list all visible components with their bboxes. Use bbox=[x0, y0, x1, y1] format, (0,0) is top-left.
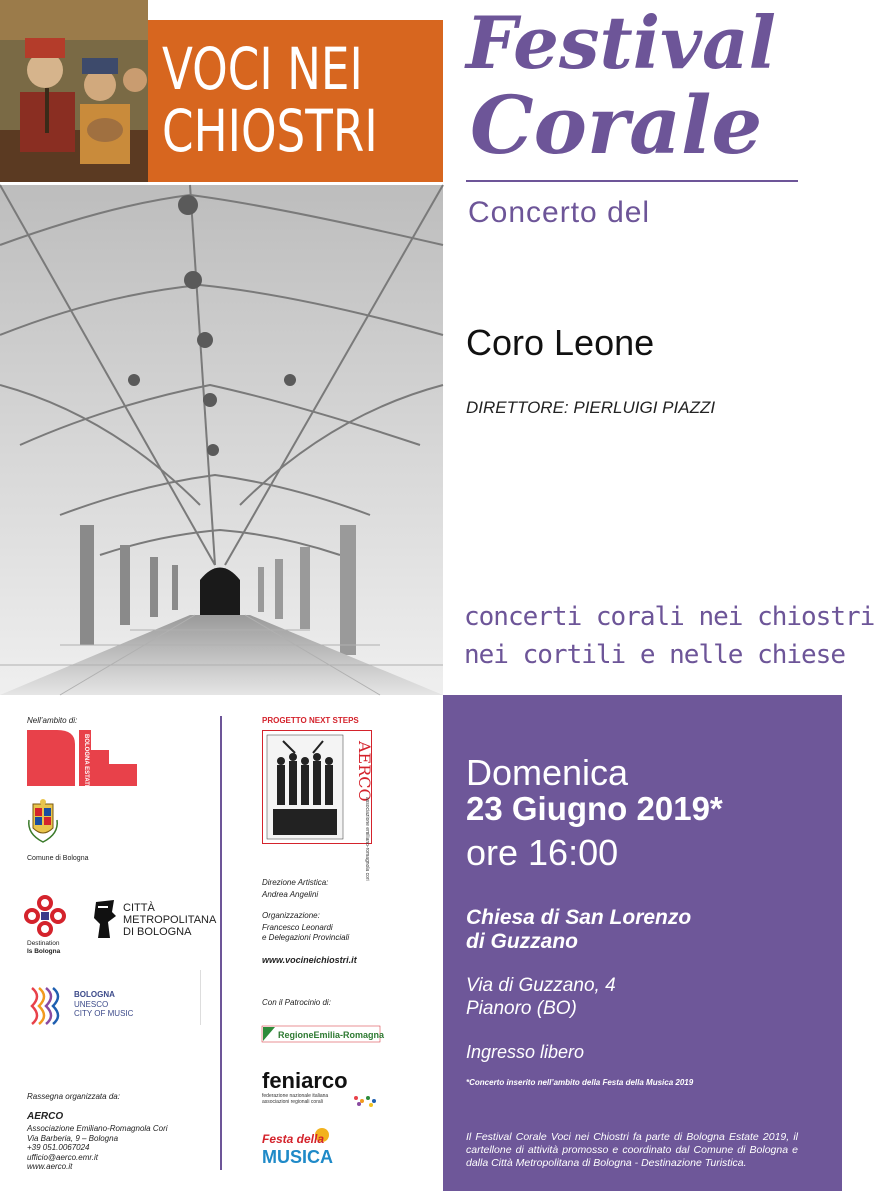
event-time: ore 16:00 bbox=[466, 832, 619, 873]
unesco-label: BOLOGNA UNESCO CITY OF MUSIC bbox=[74, 990, 134, 1018]
nellambito-label: Nell’ambito di: bbox=[27, 716, 78, 725]
event-date: 23 Giugno 2019* bbox=[466, 790, 723, 827]
venue-line-1: Chiesa di San Lorenzo bbox=[466, 906, 692, 929]
tagline-line-1: concerti corali nei chiostri bbox=[464, 602, 874, 632]
heading-divider bbox=[466, 180, 798, 182]
cloister-photo bbox=[0, 185, 443, 695]
aerco-contact: Associazione Emiliano-Romagnola Cori Via Barberia, 9 – Bologna +39 051.0067024 ufficio@aerco.emr.it www.aerco.it bbox=[27, 1124, 168, 1171]
rassegna-label: Rassegna organizzata da: bbox=[27, 1092, 120, 1101]
feniarco-subtext-1: federazione nazionale italiana bbox=[262, 1093, 329, 1099]
organizzazione-value-2: e Delegazioni Provinciali bbox=[262, 933, 350, 942]
festa-line-1: Festa della bbox=[262, 1132, 325, 1146]
address-line-1: Via di Guzzano, 4 bbox=[466, 975, 616, 996]
organizzazione-label: Organizzazione: bbox=[262, 911, 320, 920]
venue-line-2: di Guzzano bbox=[466, 930, 578, 953]
feniarco-logo bbox=[262, 1068, 382, 1113]
fresco-image bbox=[0, 0, 148, 182]
regione-emilia-romagna-logo bbox=[262, 1026, 385, 1042]
destination-bologna-logo bbox=[22, 893, 68, 939]
regione-label: RegioneEmilia-Romagna bbox=[278, 1030, 385, 1040]
bologna-estate-logo-text: BOLOGNA ESTATE bbox=[83, 734, 89, 789]
aerco-logo bbox=[262, 730, 374, 881]
choir-name: Coro Leone bbox=[466, 322, 655, 363]
direzione-label: Direzione Artistica: bbox=[262, 878, 329, 887]
title-block bbox=[148, 20, 443, 182]
festival-note: Il Festival Corale Voci nei Chiostri fa parte di Bologna Estate 2019, il cartellone di attività promosso e coordinato dal Comune di Bologna e dalla Città Metropolitana di Bologna - Destinazione Turistica. bbox=[466, 1131, 798, 1169]
aerco-name: AERCO bbox=[27, 1111, 64, 1122]
comune-label: Comune di Bologna bbox=[27, 855, 89, 862]
citta-metropolitana-icon bbox=[92, 898, 118, 942]
festa-della-musica-logo bbox=[262, 1125, 362, 1176]
title-line-2: CHIOSTRI bbox=[162, 97, 378, 165]
feniarco-logo-text: feniarco bbox=[262, 1068, 348, 1093]
aerco-logo-subtext: associazione emiliano-romagnola cori bbox=[364, 797, 370, 881]
entry-note: Ingresso libero bbox=[466, 1042, 585, 1062]
concerto-label: Concerto del bbox=[468, 196, 651, 229]
corale-heading: Corale bbox=[470, 78, 763, 172]
patrocinio-label: Con il Patrocinio di: bbox=[262, 998, 331, 1007]
tagline-line-2: nei cortili e nelle chiese bbox=[464, 640, 845, 670]
website-link[interactable]: www.vocineichiostri.it bbox=[262, 955, 357, 965]
festival-heading: Festival bbox=[466, 0, 776, 85]
title-line-1: VOCI NEI bbox=[162, 35, 363, 103]
direzione-value: Andrea Angelini bbox=[262, 890, 319, 899]
organizzazione-value-1: Francesco Leonardi bbox=[262, 923, 333, 932]
festa-line-2: MUSICA bbox=[262, 1147, 333, 1167]
logo-separator bbox=[200, 970, 201, 1025]
aerco-logo-text: AERCO bbox=[355, 741, 374, 802]
column-divider bbox=[220, 716, 222, 1170]
address-line-2: Pianoro (BO) bbox=[466, 998, 577, 1019]
feniarco-subtext-2: associazioni regionali corali bbox=[262, 1099, 323, 1105]
destination-label: Destination Is Bologna bbox=[27, 940, 61, 955]
date-footnote: *Concerto inserito nell’ambito della Festa della Musica 2019 bbox=[466, 1078, 694, 1087]
director-line: DIRETTORE: PIERLUIGI PIAZZI bbox=[466, 398, 716, 417]
progetto-label: PROGETTO NEXT STEPS bbox=[262, 716, 359, 725]
event-day: Domenica bbox=[466, 752, 629, 793]
unesco-city-of-music-icon bbox=[26, 984, 66, 1028]
citta-metropolitana-label: CITTÀ METROPOLITANA DI BOLOGNA bbox=[123, 902, 217, 938]
comune-coat-of-arms-icon bbox=[27, 798, 59, 848]
bologna-estate-logo bbox=[27, 730, 137, 789]
